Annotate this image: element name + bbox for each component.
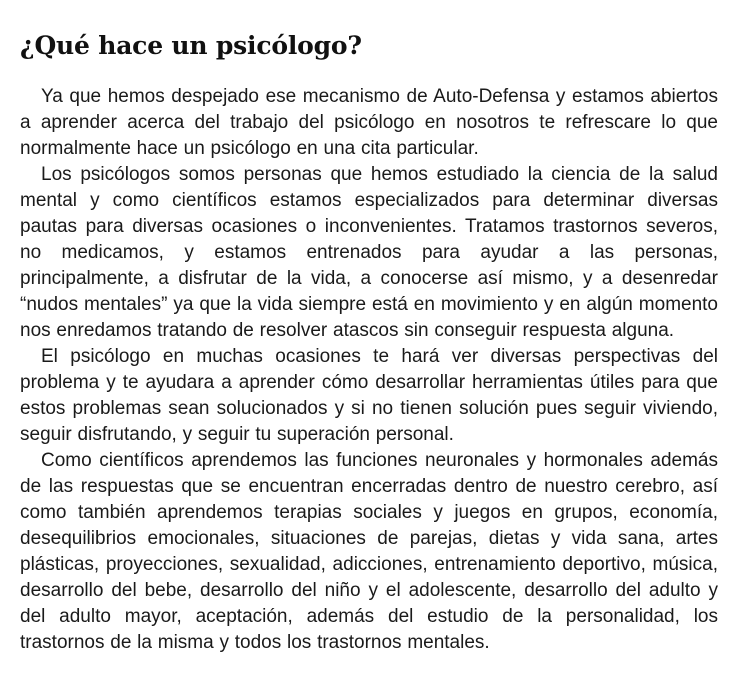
paragraph: Los psicólogos somos personas que hemos estudiado la ciencia de la salud mental y como científicos estamos especializados para determinar diversas pautas para diversas ocasiones o inconvenientes. Tratamos trastornos severos, no medicamos, y estamos entrenados para ayudar a las personas, principalmente, a disfrutar de la vida, a conocerse así mismo, y a desenredar “nudos mentales” ya que la vida siempre está en movimiento y en algún momento nos enredamos tratando de resolver atascos sin conseguir respuesta alguna.: [20, 164, 718, 341]
paragraph: Ya que hemos despejado ese mecanismo de Auto-Defensa y estamos abiertos a aprender acerca del trabajo del psicólogo en nosotros te refrescare lo que normalmente hace un psicólogo en una cita particular.: [20, 86, 718, 159]
paragraph: Como científicos aprendemos las funciones neuronales y hormonales además de las respuestas que se encuentran encerradas dentro de nuestro cerebro, así como también aprendemos terapias sociales y juegos en grupos, economía, desequilibrios emocionales, situaciones de parejas, dietas y vida sana, artes plásticas, proyecciones, sexualidad, adicciones, entrenamiento deportivo, música, desarrollo del bebe, desarrollo del niño y el adolescente, desarrollo del adulto y del adulto mayor, aceptación, además del estudio de la personalidad, los trastornos de la misma y todos los trastornos mentales.: [20, 450, 718, 653]
page-title: ¿Qué hace un psicólogo?: [20, 31, 362, 60]
paragraph: El psicólogo en muchas ocasiones te hará ver diversas perspectivas del problema y te ayudara a aprender cómo desarrollar herramientas útiles para que estos problemas sean solucionados y si no tienen solución pues seguir viviendo, seguir disfrutando, y seguir tu superación personal.: [20, 346, 718, 445]
